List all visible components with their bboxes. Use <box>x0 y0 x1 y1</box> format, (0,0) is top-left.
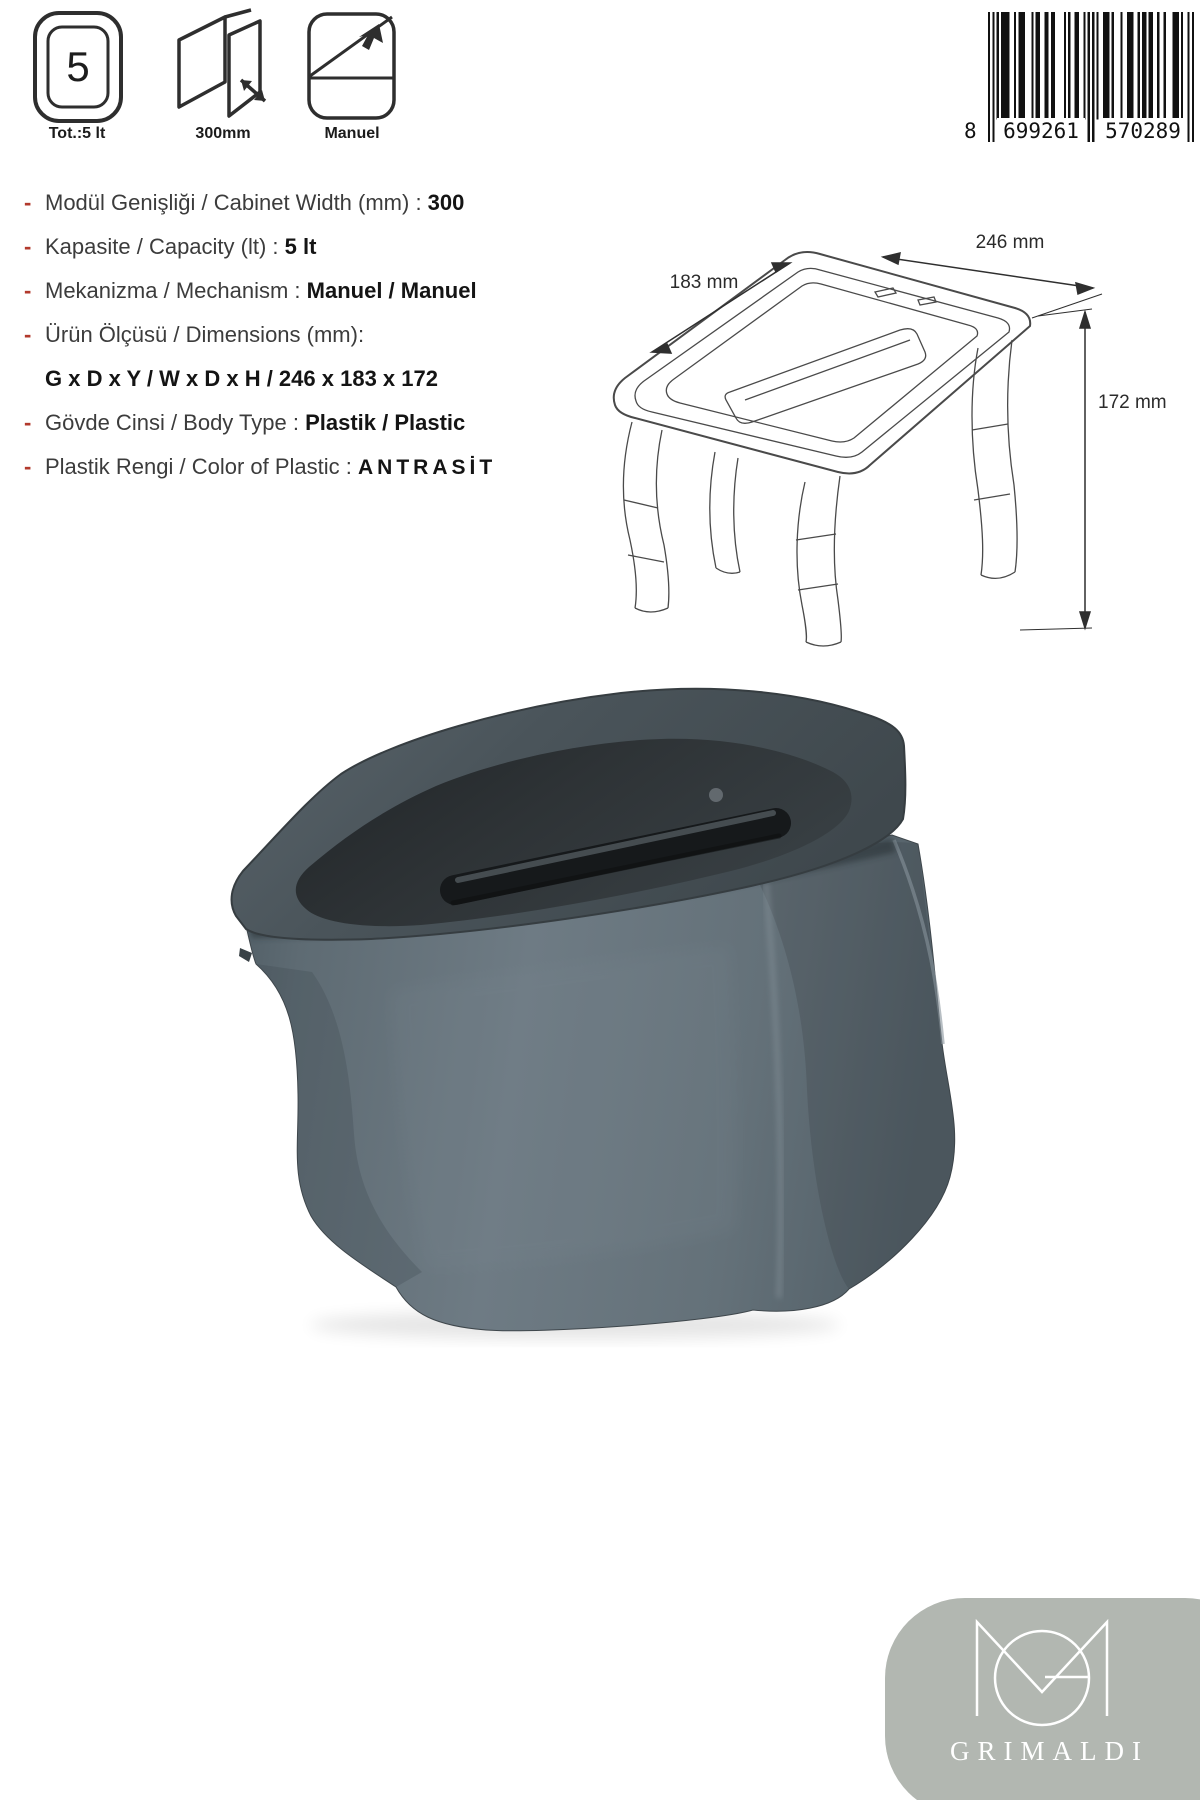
spec-row <box>24 190 584 216</box>
product-photo <box>190 670 960 1350</box>
spec-row <box>24 410 584 436</box>
barcode-right-digits: 570289 <box>1099 118 1187 144</box>
spec-value: 5 lt <box>284 234 317 259</box>
spec-row <box>24 322 584 348</box>
lid-highlight <box>709 788 723 802</box>
dimension-diagram <box>580 200 1190 660</box>
barcode-left-digits: 699261 <box>997 118 1085 144</box>
capacity-value: 5 <box>66 43 90 90</box>
width-dimension-label: 246 mm <box>975 232 1045 253</box>
spec-row <box>24 454 584 481</box>
lid-tab <box>239 948 252 962</box>
cabinet-icon-label: 300mm <box>195 125 251 142</box>
spec-value: G x D x Y / W x D x H / 246 x 183 x 172 <box>45 366 438 391</box>
spec-row <box>24 278 584 304</box>
spec-dash: - <box>24 322 32 347</box>
brand-monogram-icon <box>885 1598 1200 1800</box>
brand-logo-panel <box>885 1598 1200 1800</box>
drawing-leg <box>623 422 636 608</box>
barcode-digit: 8 <box>964 119 977 143</box>
spec-list <box>24 190 584 499</box>
capacity-icon-label: Tot.:5 lt <box>48 125 106 142</box>
manual-mechanism-icon <box>306 10 398 122</box>
brand-name: GRIMALDI <box>950 1736 1149 1766</box>
spec-dash: - <box>24 234 32 259</box>
spec-row <box>24 366 584 392</box>
spec-dash: - <box>24 454 32 479</box>
spec-label: Ürün Ölçüsü / Dimensions (mm): <box>45 322 365 347</box>
spec-value: Manuel / Manuel <box>306 278 477 303</box>
cabinet-width-icon <box>163 8 283 124</box>
depth-dimension-label: 183 mm <box>669 272 739 293</box>
height-dimension-label: 172 mm <box>1098 392 1167 413</box>
capacity-icon <box>32 10 124 124</box>
spec-label: Plastik Rengi / Color of Plastic : <box>45 454 359 479</box>
barcode <box>964 12 1196 168</box>
spec-dash: - <box>24 190 32 215</box>
spec-value: Plastik / Plastic <box>305 410 466 435</box>
spec-label: Mekanizma / Mechanism : <box>45 278 307 303</box>
spec-row <box>24 234 584 260</box>
spec-label: Modül Genişliği / Cabinet Width (mm) : <box>45 190 428 215</box>
spec-label: Gövde Cinsi / Body Type : <box>45 410 306 435</box>
mechanism-icon-label: Manuel <box>324 125 380 142</box>
spec-dash: - <box>24 410 32 435</box>
spec-value: ANTRASİT <box>358 456 497 479</box>
spec-label: Kapasite / Capacity (lt) : <box>45 234 285 259</box>
spec-dash: - <box>24 278 32 303</box>
spec-value: 300 <box>427 190 465 215</box>
